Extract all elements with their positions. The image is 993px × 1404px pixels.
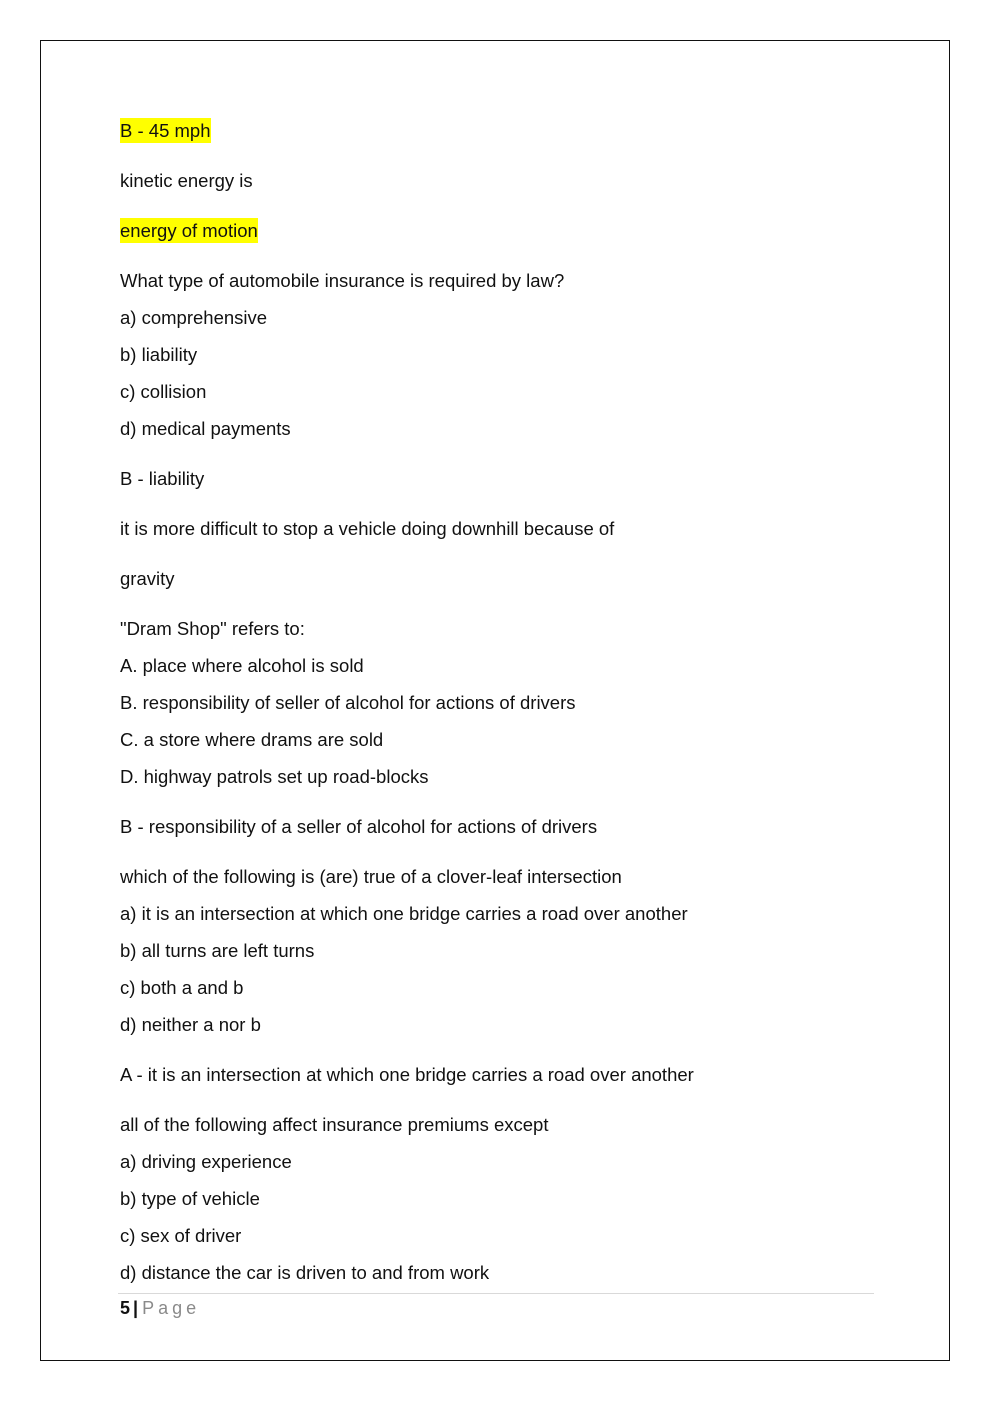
option-line: B. responsibility of seller of alcohol for actions of drivers (120, 692, 576, 713)
footer-divider (118, 1293, 874, 1294)
option-line: a) comprehensive (120, 307, 268, 328)
document-body (120, 118, 880, 1286)
question-line: which of the following is (are) true of a clover-leaf intersection (120, 866, 622, 887)
question-line: it is more difficult to stop a vehicle doing downhill because of (120, 518, 615, 539)
option-line: c) collision (120, 381, 207, 402)
page-number: 5 (120, 1298, 131, 1318)
option-line: D. highway patrols set up road-blocks (120, 766, 429, 787)
option-line: a) driving experience (120, 1151, 292, 1172)
option-line: d) distance the car is driven to and from work (120, 1262, 490, 1283)
option-line: a) it is an intersection at which one bridge carries a road over another (120, 903, 688, 924)
option-line: d) neither a nor b (120, 1014, 261, 1035)
highlighted-text: energy of motion (120, 220, 258, 241)
question-line: kinetic energy is (120, 170, 253, 191)
answer-line: gravity (120, 568, 175, 589)
page-footer (120, 1296, 200, 1320)
answer-line (120, 118, 880, 144)
question-line: all of the following affect insurance premiums except (120, 1114, 549, 1135)
option-line: c) both a and b (120, 977, 244, 998)
option-line: d) medical payments (120, 418, 291, 439)
question-line: "Dram Shop" refers to: (120, 618, 305, 639)
answer-line: B - liability (120, 468, 205, 489)
option-line: c) sex of driver (120, 1225, 242, 1246)
option-line: C. a store where drams are sold (120, 729, 384, 750)
option-line: b) all turns are left turns (120, 940, 315, 961)
answer-line: B - responsibility of a seller of alcohol for actions of drivers (120, 816, 598, 837)
footer-separator: | (133, 1298, 139, 1318)
question-line: What type of automobile insurance is required by law? (120, 270, 565, 291)
answer-line (120, 218, 880, 244)
option-line: A. place where alcohol is sold (120, 655, 364, 676)
option-line: b) type of vehicle (120, 1188, 260, 1209)
option-line: b) liability (120, 344, 198, 365)
highlighted-text: B - 45 mph (120, 120, 211, 141)
answer-line: A - it is an intersection at which one bridge carries a road over another (120, 1064, 694, 1085)
page-label: Page (142, 1298, 201, 1318)
